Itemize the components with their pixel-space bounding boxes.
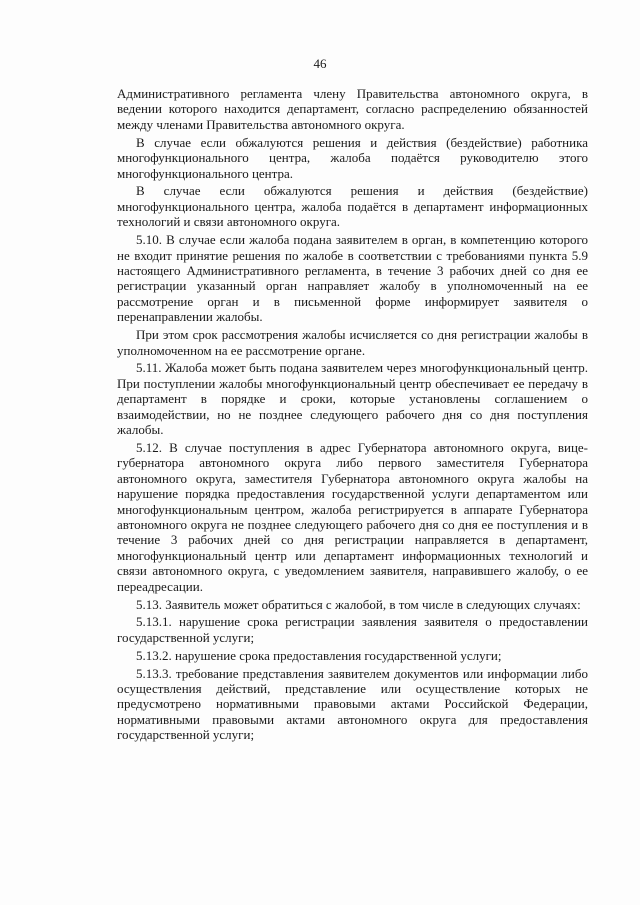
paragraph-5-13-3: 5.13.3. требование представления заявителем документов или информации либо осуществления действий, представление или осуществление которых не предусмотрено нормативными правовыми актами Российской Федерации, нормативными правовыми актами автономного округа для предоставления государственной услуги;	[117, 665, 588, 743]
paragraph-5-11: 5.11. Жалоба может быть подана заявителем через многофункциональный центр. При поступлении жалобы многофункциональный центр обеспечивает ее передачу в департамент в порядке и сроки, которые установлены соглашением о взаимодействии, но не позднее следующего рабочего дня со дня поступления жалобы.	[117, 360, 588, 438]
paragraph-5-10: 5.10. В случае если жалоба подана заявителем в орган, в компетенцию которого не входит принятие решения по жалобе в соответствии с требованиями пункта 5.9 настоящего Административного регламента, в течение 3 рабочих дней со дня ее регистрации указанный орган направляет жалобу в уполномоченный на ее рассмотрение орган и в письменной форме информирует заявителя о перенаправлении жалобы.	[117, 232, 588, 325]
paragraph-5-12: 5.12. В случае поступления в адрес Губернатора автономного округа, вице-губернатора автономного округа либо первого заместителя Губернатора автономного округа, заместителя Губернатора автономного округа жалобы на нарушение порядка предоставления государственной услуги департаментом или многофункциональным центром, жалоба регистрируется в аппарате Губернатора автономного округа не позднее следующего рабочего дня со дня ее поступления и в течение 3 рабочих дней со дня регистрации направляется в департамент, многофункциональный центр или департамент информационных технологий и связи автономного округа, с уведомлением заявителя, направившего жалобу, о ее переадресации.	[117, 439, 588, 594]
paragraph-5-13: 5.13. Заявитель может обратиться с жалобой, в том числе в следующих случаях:	[136, 596, 581, 612]
paragraph-5-13-2: 5.13.2. нарушение срока предоставления государственной услуги;	[136, 647, 502, 663]
paragraph-regulation-continuation: Административного регламента члену Правительства автономного округа, в ведении которого находится департамент, согласно распределению обязанностей между членами Правительства автономного округа.	[117, 86, 588, 132]
paragraph-5-13-1: 5.13.1. нарушение срока регистрации заявления заявителя о предоставлении государственной услуги;	[117, 614, 588, 645]
document-body	[117, 86, 588, 745]
paragraph-mfc-complaint: В случае если обжалуются решения и действия (бездействие) многофункционального центра, жалоба подаётся в департамент информационных технологий и связи автономного округа.	[117, 183, 588, 230]
page-number: 46	[313, 56, 327, 71]
paragraph-review-period: При этом срок рассмотрения жалобы исчисляется со дня регистрации жалобы в уполномоченном на ее рассмотрение органе.	[117, 327, 588, 358]
paragraph-mfc-employee-complaint: В случае если обжалуются решения и действия (бездействие) работника многофункционального центра, жалоба подаётся руководителю этого многофункционального центра.	[117, 134, 588, 181]
